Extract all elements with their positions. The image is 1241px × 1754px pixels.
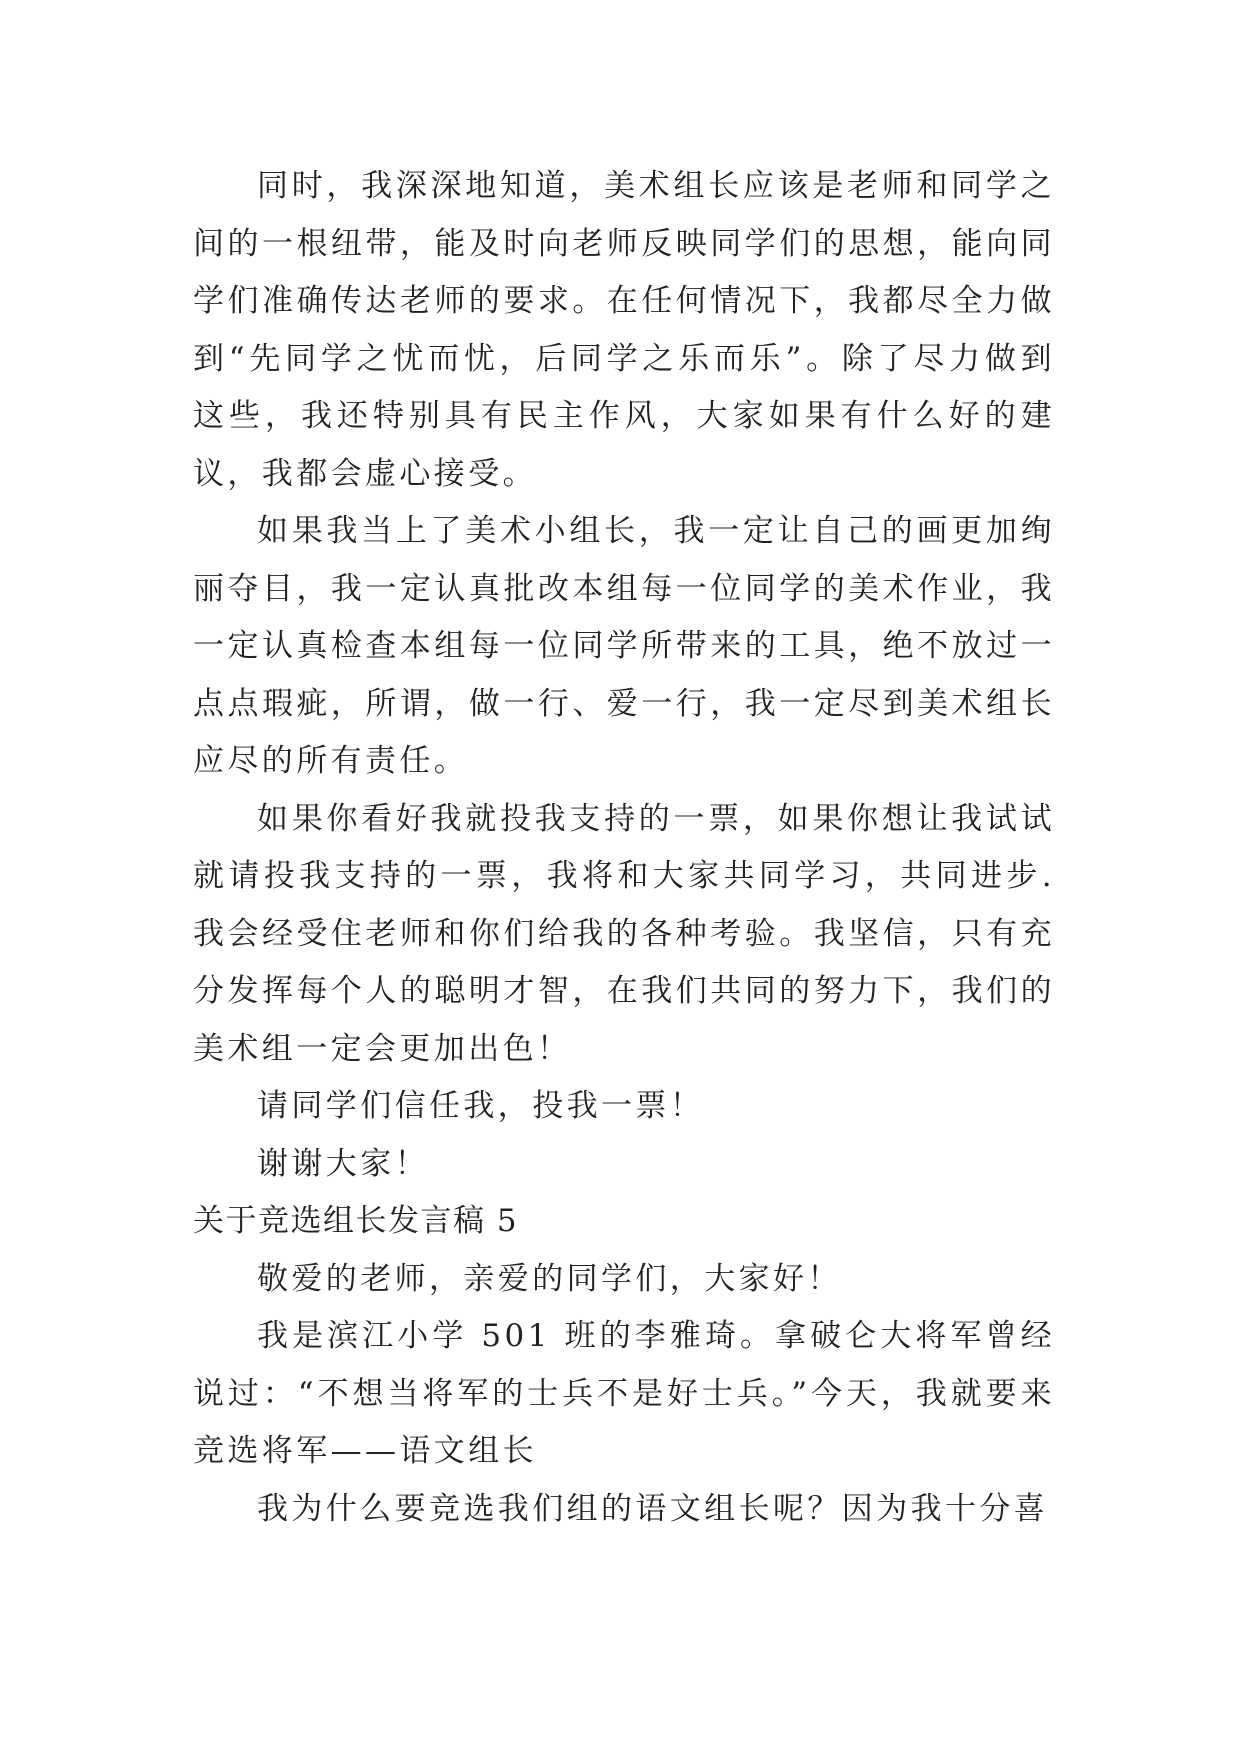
- paragraph: 如果我当上了美术小组长，我一定让自己的画更加绚丽夺目，我一定认真批改本组每一位同学的美术作业，我一定认真检查本组每一位同学所带来的工具，绝不放过一点点瑕疵，所谓，做一行、爱一行，我一定尽到美术组长应尽的所有责任。: [193, 513, 1055, 779]
- paragraph: 我是滨江小学 501 班的李雅琦。拿破仑大将军曾经说过：“不想当将军的士兵不是好士兵。”今天，我就要来竞选将军——语文组长: [193, 1318, 1055, 1469]
- paragraph: 我为什么要竞选我们组的语文组长呢？因为我十分喜: [257, 1490, 1049, 1527]
- paragraph: 如果你看好我就投我支持的一票，如果你想让我试试就请投我支持的一票，我将和大家共同学习，共同进步.我会经受住老师和你们给我的各种考验。我坚信，只有充分发挥每个人的聪明才智，在我们共同的努力下，我们的美术组一定会更加出色！: [193, 800, 1055, 1067]
- paragraph: 请同学们信任我，投我一票！: [257, 1088, 705, 1124]
- paragraph: 谢谢大家！: [257, 1145, 429, 1182]
- section-title: 关于竞选组长发言稿 5: [193, 1203, 519, 1239]
- paragraph: 敬爱的老师，亲爱的同学们，大家好！: [257, 1260, 842, 1297]
- paragraph: 同时，我深深地知道，美术组长应该是老师和同学之间的一根纽带，能及时向老师反映同学们的思想，能向同学们准确传达老师的要求。在任何情况下，我都尽全力做到“先同学之忧而忧，后同学之乐而乐”。除了尽力做到这些，我还特别具有民主作风，大家如果有什么好的建议，我都会虚心接受。: [193, 168, 1055, 492]
- document-page: [193, 158, 1055, 1538]
